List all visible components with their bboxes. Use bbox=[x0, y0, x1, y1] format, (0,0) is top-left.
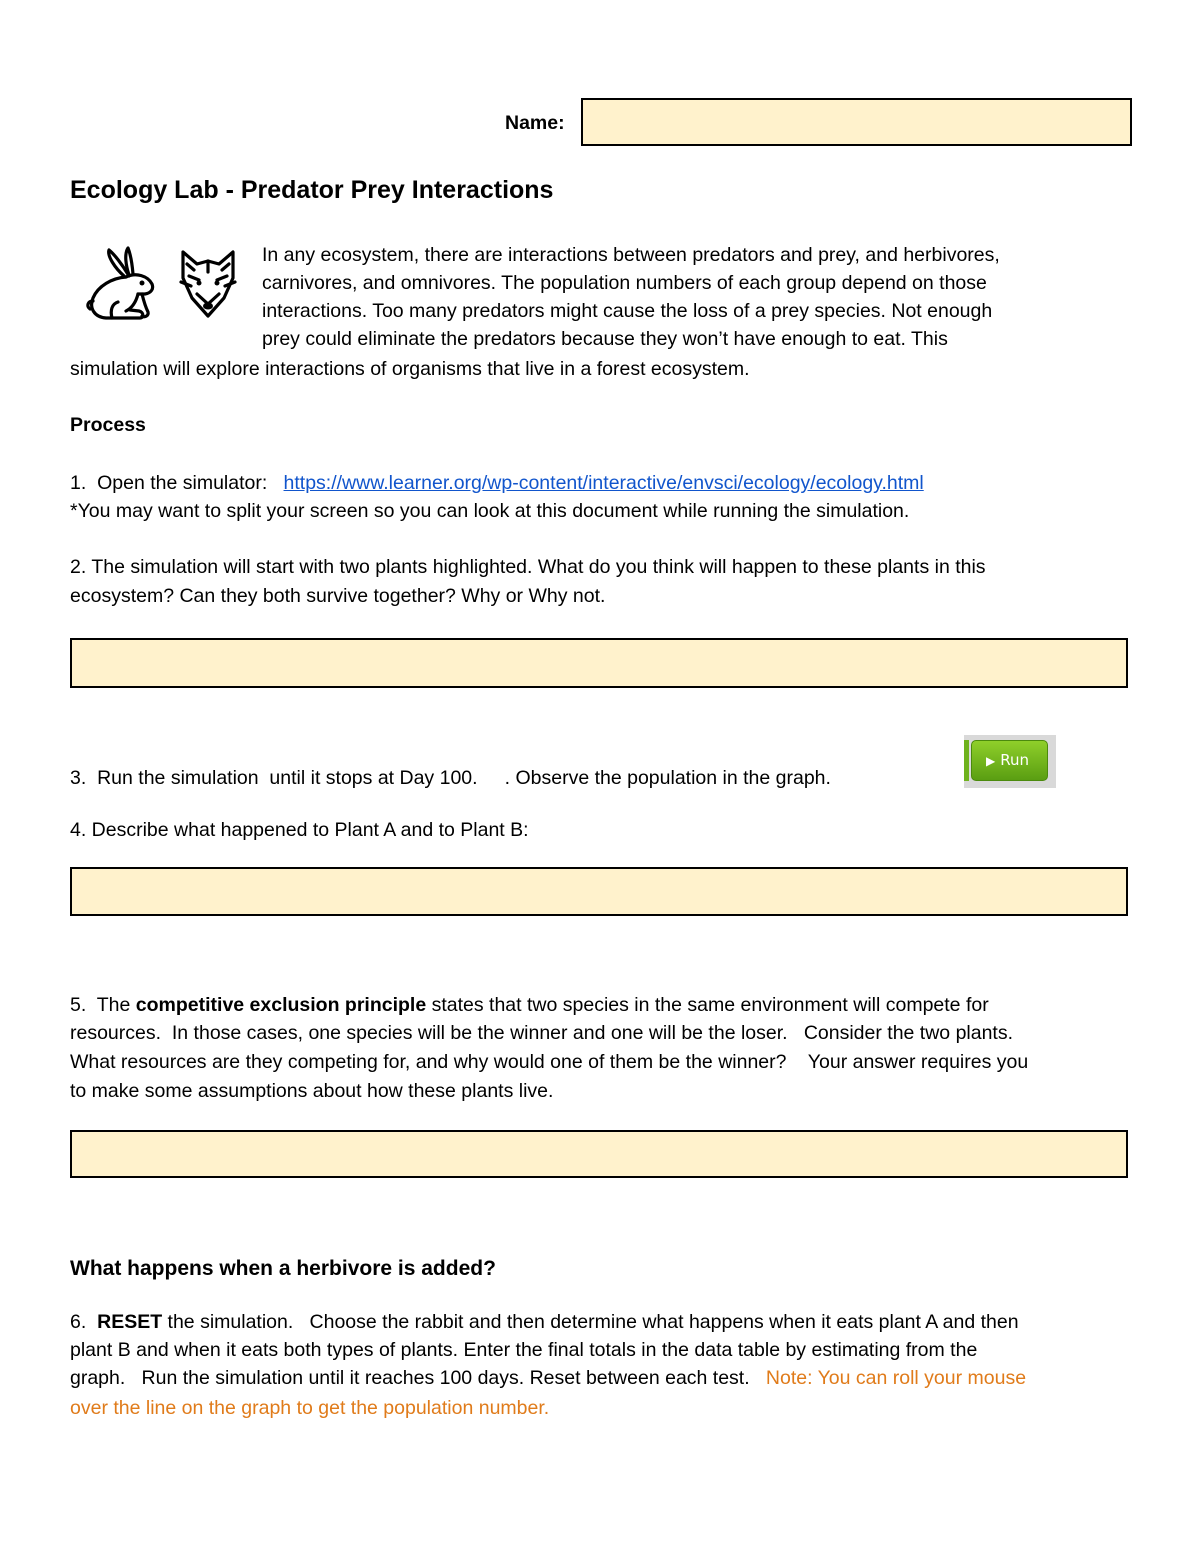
run-button-label: Run bbox=[1000, 751, 1029, 769]
step6-note: Note: You can roll your mouse bbox=[765, 1367, 1027, 1389]
step6-bold-term: RESET bbox=[97, 1311, 163, 1333]
rabbit-icon bbox=[82, 246, 162, 322]
step5-line bbox=[70, 991, 989, 1020]
step1-text: 1. Open the simulator: bbox=[70, 472, 284, 494]
name-field[interactable] bbox=[581, 98, 1132, 146]
run-button bbox=[971, 740, 1048, 781]
intro-line: interactions. Too many predators might cause the loss of a prey species. Not enough bbox=[262, 300, 993, 322]
step4-line: 4. Describe what happened to Plant A and to Plant B: bbox=[70, 819, 529, 841]
step5-line: to make some assumptions about how these plants live. bbox=[70, 1080, 554, 1102]
step3-line: 3. Run the simulation until it stops at Day 100. . Observe the population in the graph. bbox=[70, 767, 831, 789]
step6-line bbox=[70, 1308, 1019, 1337]
answer-box-step4[interactable] bbox=[70, 867, 1128, 916]
step6-line bbox=[70, 1364, 1026, 1393]
simulator-link[interactable]: https://www.learner.org/wp-content/interactive/envsci/ecology/ecology.html bbox=[283, 472, 924, 494]
name-label: Name: bbox=[505, 112, 565, 134]
page-title: Ecology Lab - Predator Prey Interactions bbox=[70, 176, 554, 204]
step6-line: plant B and when it eats both types of plants. Enter the final totals in the data table by estimating from the bbox=[70, 1339, 978, 1361]
step5-line1-rest: states that two species in the same environment will compete for bbox=[426, 994, 989, 1016]
step6-line3-plain: graph. Run the simulation until it reaches 100 days. Reset between each test. bbox=[70, 1367, 766, 1389]
step6-note: over the line on the graph to get the population number. bbox=[70, 1397, 550, 1419]
step2-line: 2. The simulation will start with two plants highlighted. What do you think will happen to these plants in this bbox=[70, 556, 986, 578]
intro-line: In any ecosystem, there are interactions between predators and prey, and herbivores, bbox=[262, 244, 1000, 266]
step5-prefix: 5. The bbox=[70, 994, 136, 1016]
step2-line: ecosystem? Can they both survive together? Why or Why not. bbox=[70, 585, 606, 607]
run-button-image bbox=[964, 735, 1056, 788]
step1-line bbox=[70, 469, 924, 498]
answer-box-step5[interactable] bbox=[70, 1130, 1128, 1178]
herbivore-heading: What happens when a herbivore is added? bbox=[70, 1257, 496, 1280]
step5-bold-term: competitive exclusion principle bbox=[135, 994, 427, 1016]
intro-line: prey could eliminate the predators because they won’t have enough to eat. This bbox=[262, 328, 948, 350]
intro-line: carnivores, and omnivores. The population numbers of each group depend on those bbox=[262, 272, 987, 294]
step6-prefix: 6. bbox=[70, 1311, 98, 1333]
process-heading: Process bbox=[70, 414, 146, 436]
step6-line1-rest: the simulation. Choose the rabbit and then determine what happens when it eats plant A and then bbox=[162, 1311, 1019, 1333]
play-icon: ▶ bbox=[986, 754, 996, 768]
step5-line: resources. In those cases, one species will be the winner and one will be the loser. Consider the two plants. bbox=[70, 1022, 1014, 1044]
step5-line: What resources are they competing for, and why would one of them be the winner? Your answer requires you bbox=[70, 1051, 1029, 1073]
intro-line: simulation will explore interactions of organisms that live in a forest ecosystem. bbox=[70, 358, 750, 380]
wolf-icon bbox=[177, 248, 239, 320]
run-button-edge bbox=[964, 740, 969, 781]
answer-box-step2[interactable] bbox=[70, 638, 1128, 688]
step1-note: *You may want to split your screen so you can look at this document while running the simulation. bbox=[70, 500, 910, 522]
